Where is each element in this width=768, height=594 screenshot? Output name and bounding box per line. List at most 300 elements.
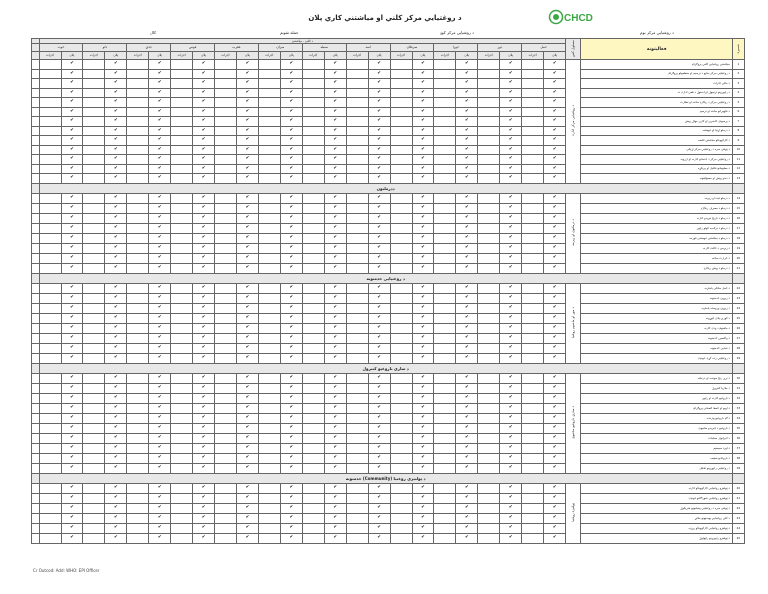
plan-cell[interactable] [61,263,83,273]
done-cell[interactable] [171,303,193,313]
plan-cell[interactable] [456,233,478,243]
plan-cell[interactable] [280,145,302,155]
done-cell[interactable] [522,117,544,127]
done-cell[interactable] [39,98,61,108]
done-cell[interactable] [258,60,280,70]
done-cell[interactable] [302,413,324,423]
plan-cell[interactable] [280,393,302,403]
done-cell[interactable] [434,107,456,117]
done-cell[interactable] [258,503,280,513]
plan-cell[interactable] [105,423,127,433]
plan-cell[interactable] [324,523,346,533]
done-cell[interactable] [522,174,544,184]
done-cell[interactable] [434,333,456,343]
plan-cell[interactable] [193,126,215,136]
plan-cell[interactable] [324,283,346,293]
activity-cell[interactable]: د مالي اجرات [581,79,732,89]
done-cell[interactable] [83,403,105,413]
plan-cell[interactable] [61,126,83,136]
done-cell[interactable] [215,323,237,333]
done-cell[interactable] [83,60,105,70]
activity-cell[interactable]: د کارکوونکو مياشتنۍ جلسه [581,136,732,146]
done-cell[interactable] [434,193,456,203]
plan-cell[interactable] [149,88,171,98]
activity-cell[interactable]: د درملو ثبت او زيرمه [581,193,732,203]
plan-cell[interactable] [500,155,522,165]
done-cell[interactable] [478,223,500,233]
done-cell[interactable] [258,263,280,273]
plan-cell[interactable] [456,293,478,303]
plan-cell[interactable] [368,373,390,383]
activity-cell[interactable]: د درملو د تاريخ تېريدو څارنه [581,213,732,223]
done-cell[interactable] [39,193,61,203]
plan-cell[interactable] [193,213,215,223]
plan-cell[interactable] [368,283,390,293]
plan-cell[interactable] [456,88,478,98]
done-cell[interactable] [390,60,412,70]
plan-cell[interactable] [280,69,302,79]
done-cell[interactable] [171,145,193,155]
plan-cell[interactable] [61,423,83,433]
plan-cell[interactable] [544,203,566,213]
done-cell[interactable] [522,98,544,108]
plan-cell[interactable] [280,493,302,503]
plan-cell[interactable] [193,483,215,493]
done-cell[interactable] [258,145,280,155]
done-cell[interactable] [346,126,368,136]
done-cell[interactable] [346,353,368,363]
plan-cell[interactable] [280,60,302,70]
done-cell[interactable] [258,213,280,223]
plan-cell[interactable] [324,373,346,383]
done-cell[interactable] [127,98,149,108]
done-cell[interactable] [127,353,149,363]
done-cell[interactable] [258,69,280,79]
plan-cell[interactable] [412,323,434,333]
done-cell[interactable] [434,263,456,273]
plan-cell[interactable] [412,145,434,155]
done-cell[interactable] [83,313,105,323]
plan-cell[interactable] [456,60,478,70]
plan-cell[interactable] [105,503,127,513]
done-cell[interactable] [522,69,544,79]
done-cell[interactable] [522,213,544,223]
done-cell[interactable] [390,493,412,503]
plan-cell[interactable] [412,533,434,543]
done-cell[interactable] [39,313,61,323]
plan-cell[interactable] [105,353,127,363]
activity-cell[interactable]: د زيږون وروسته پاملرنه [581,303,732,313]
done-cell[interactable] [434,373,456,383]
done-cell[interactable] [171,443,193,453]
done-cell[interactable] [171,243,193,253]
done-cell[interactable] [127,503,149,513]
done-cell[interactable] [522,313,544,323]
done-cell[interactable] [522,283,544,293]
plan-cell[interactable] [368,164,390,174]
done-cell[interactable] [171,69,193,79]
done-cell[interactable] [522,164,544,174]
done-cell[interactable] [215,98,237,108]
done-cell[interactable] [302,523,324,533]
plan-cell[interactable] [456,213,478,223]
done-cell[interactable] [346,333,368,343]
plan-cell[interactable] [280,403,302,413]
done-cell[interactable] [215,193,237,203]
done-cell[interactable] [127,443,149,453]
done-cell[interactable] [127,533,149,543]
plan-cell[interactable] [500,69,522,79]
plan-cell[interactable] [280,423,302,433]
plan-cell[interactable] [368,88,390,98]
done-cell[interactable] [346,174,368,184]
plan-cell[interactable] [61,136,83,146]
plan-cell[interactable] [412,513,434,523]
plan-cell[interactable] [456,79,478,89]
plan-cell[interactable] [324,60,346,70]
done-cell[interactable] [346,373,368,383]
done-cell[interactable] [302,333,324,343]
plan-cell[interactable] [193,443,215,453]
plan-cell[interactable] [368,423,390,433]
done-cell[interactable] [258,88,280,98]
done-cell[interactable] [83,69,105,79]
done-cell[interactable] [215,463,237,473]
plan-cell[interactable] [193,533,215,543]
done-cell[interactable] [258,136,280,146]
done-cell[interactable] [478,523,500,533]
plan-cell[interactable] [500,303,522,313]
plan-cell[interactable] [237,433,259,443]
plan-cell[interactable] [324,343,346,353]
done-cell[interactable] [346,233,368,243]
plan-cell[interactable] [105,98,127,108]
plan-cell[interactable] [544,423,566,433]
plan-cell[interactable] [280,503,302,513]
done-cell[interactable] [522,533,544,543]
done-cell[interactable] [127,126,149,136]
done-cell[interactable] [346,88,368,98]
done-cell[interactable] [390,193,412,203]
done-cell[interactable] [302,283,324,293]
plan-cell[interactable] [237,174,259,184]
plan-cell[interactable] [324,433,346,443]
plan-cell[interactable] [105,483,127,493]
done-cell[interactable] [478,323,500,333]
done-cell[interactable] [171,117,193,127]
done-cell[interactable] [39,463,61,473]
plan-cell[interactable] [368,155,390,165]
plan-cell[interactable] [544,164,566,174]
plan-cell[interactable] [149,373,171,383]
done-cell[interactable] [215,533,237,543]
done-cell[interactable] [39,88,61,98]
done-cell[interactable] [522,60,544,70]
done-cell[interactable] [390,463,412,473]
plan-cell[interactable] [412,523,434,533]
done-cell[interactable] [390,383,412,393]
plan-cell[interactable] [193,403,215,413]
plan-cell[interactable] [544,413,566,423]
done-cell[interactable] [478,403,500,413]
plan-cell[interactable] [456,323,478,333]
done-cell[interactable] [478,164,500,174]
activity-cell[interactable]: د کلي روغتيايي پوسټونو ملاتړ [581,513,732,523]
done-cell[interactable] [171,107,193,117]
done-cell[interactable] [171,433,193,443]
done-cell[interactable] [39,155,61,165]
done-cell[interactable] [258,493,280,503]
done-cell[interactable] [83,433,105,443]
done-cell[interactable] [522,323,544,333]
done-cell[interactable] [346,155,368,165]
done-cell[interactable] [522,145,544,155]
plan-cell[interactable] [412,503,434,513]
plan-cell[interactable] [544,145,566,155]
plan-cell[interactable] [412,313,434,323]
done-cell[interactable] [258,293,280,303]
done-cell[interactable] [83,213,105,223]
done-cell[interactable] [478,463,500,473]
plan-cell[interactable] [456,503,478,513]
plan-cell[interactable] [149,533,171,543]
plan-cell[interactable] [105,403,127,413]
done-cell[interactable] [215,383,237,393]
plan-cell[interactable] [324,117,346,127]
done-cell[interactable] [390,164,412,174]
plan-cell[interactable] [149,283,171,293]
done-cell[interactable] [346,98,368,108]
plan-cell[interactable] [193,233,215,243]
done-cell[interactable] [434,493,456,503]
plan-cell[interactable] [61,483,83,493]
done-cell[interactable] [171,126,193,136]
plan-cell[interactable] [544,443,566,453]
done-cell[interactable] [39,523,61,533]
plan-cell[interactable] [149,174,171,184]
plan-cell[interactable] [193,203,215,213]
plan-cell[interactable] [280,533,302,543]
done-cell[interactable] [83,383,105,393]
plan-cell[interactable] [500,313,522,323]
done-cell[interactable] [478,513,500,523]
plan-cell[interactable] [412,223,434,233]
plan-cell[interactable] [368,263,390,273]
plan-cell[interactable] [544,243,566,253]
plan-cell[interactable] [280,155,302,165]
done-cell[interactable] [522,243,544,253]
done-cell[interactable] [390,253,412,263]
plan-cell[interactable] [324,203,346,213]
done-cell[interactable] [522,136,544,146]
plan-cell[interactable] [324,293,346,303]
plan-cell[interactable] [237,353,259,363]
done-cell[interactable] [83,493,105,503]
plan-cell[interactable] [412,403,434,413]
done-cell[interactable] [478,313,500,323]
plan-cell[interactable] [456,203,478,213]
plan-cell[interactable] [61,463,83,473]
plan-cell[interactable] [193,117,215,127]
plan-cell[interactable] [61,79,83,89]
plan-cell[interactable] [61,223,83,233]
plan-cell[interactable] [368,353,390,363]
plan-cell[interactable] [500,533,522,543]
plan-cell[interactable] [149,79,171,89]
plan-cell[interactable] [324,88,346,98]
done-cell[interactable] [478,423,500,433]
plan-cell[interactable] [412,79,434,89]
done-cell[interactable] [434,313,456,323]
done-cell[interactable] [258,233,280,243]
done-cell[interactable] [215,88,237,98]
plan-cell[interactable] [193,98,215,108]
done-cell[interactable] [478,453,500,463]
plan-cell[interactable] [193,463,215,473]
done-cell[interactable] [171,253,193,263]
plan-cell[interactable] [456,403,478,413]
done-cell[interactable] [171,193,193,203]
done-cell[interactable] [39,107,61,117]
done-cell[interactable] [127,203,149,213]
plan-cell[interactable] [412,136,434,146]
done-cell[interactable] [390,145,412,155]
done-cell[interactable] [127,136,149,146]
done-cell[interactable] [258,203,280,213]
plan-cell[interactable] [456,423,478,433]
plan-cell[interactable] [544,136,566,146]
done-cell[interactable] [215,117,237,127]
done-cell[interactable] [83,333,105,343]
plan-cell[interactable] [368,403,390,413]
plan-cell[interactable] [280,213,302,223]
done-cell[interactable] [522,493,544,503]
plan-cell[interactable] [105,293,127,303]
done-cell[interactable] [478,117,500,127]
plan-cell[interactable] [324,323,346,333]
plan-cell[interactable] [61,343,83,353]
plan-cell[interactable] [193,503,215,513]
done-cell[interactable] [522,373,544,383]
done-cell[interactable] [127,313,149,323]
done-cell[interactable] [346,303,368,313]
plan-cell[interactable] [149,126,171,136]
done-cell[interactable] [522,353,544,363]
done-cell[interactable] [258,79,280,89]
done-cell[interactable] [39,323,61,333]
plan-cell[interactable] [500,503,522,513]
plan-cell[interactable] [237,383,259,393]
done-cell[interactable] [39,79,61,89]
plan-cell[interactable] [237,343,259,353]
plan-cell[interactable] [61,107,83,117]
done-cell[interactable] [171,413,193,423]
plan-cell[interactable] [368,193,390,203]
done-cell[interactable] [127,88,149,98]
plan-cell[interactable] [412,483,434,493]
plan-cell[interactable] [324,313,346,323]
plan-cell[interactable] [412,343,434,353]
done-cell[interactable] [215,483,237,493]
plan-cell[interactable] [105,145,127,155]
plan-cell[interactable] [412,174,434,184]
done-cell[interactable] [434,79,456,89]
plan-cell[interactable] [456,373,478,383]
done-cell[interactable] [390,69,412,79]
done-cell[interactable] [346,423,368,433]
plan-cell[interactable] [280,513,302,523]
plan-cell[interactable] [412,243,434,253]
plan-cell[interactable] [193,283,215,293]
done-cell[interactable] [258,513,280,523]
done-cell[interactable] [39,453,61,463]
done-cell[interactable] [127,243,149,253]
done-cell[interactable] [522,333,544,343]
done-cell[interactable] [171,423,193,433]
plan-cell[interactable] [544,107,566,117]
plan-cell[interactable] [61,533,83,543]
done-cell[interactable] [346,463,368,473]
plan-cell[interactable] [544,463,566,473]
done-cell[interactable] [346,503,368,513]
done-cell[interactable] [346,117,368,127]
plan-cell[interactable] [500,453,522,463]
done-cell[interactable] [83,293,105,303]
done-cell[interactable] [478,136,500,146]
done-cell[interactable] [434,283,456,293]
done-cell[interactable] [215,353,237,363]
plan-cell[interactable] [280,117,302,127]
plan-cell[interactable] [500,98,522,108]
done-cell[interactable] [127,117,149,127]
plan-cell[interactable] [280,483,302,493]
done-cell[interactable] [434,443,456,453]
plan-cell[interactable] [149,433,171,443]
done-cell[interactable] [346,383,368,393]
plan-cell[interactable] [412,433,434,443]
plan-cell[interactable] [105,193,127,203]
plan-cell[interactable] [237,233,259,243]
done-cell[interactable] [83,136,105,146]
plan-cell[interactable] [368,60,390,70]
plan-cell[interactable] [456,433,478,443]
plan-cell[interactable] [500,523,522,533]
done-cell[interactable] [215,343,237,353]
plan-cell[interactable] [193,323,215,333]
plan-cell[interactable] [368,253,390,263]
done-cell[interactable] [127,79,149,89]
plan-cell[interactable] [105,383,127,393]
plan-cell[interactable] [500,126,522,136]
done-cell[interactable] [258,433,280,443]
done-cell[interactable] [302,213,324,223]
done-cell[interactable] [434,98,456,108]
done-cell[interactable] [522,293,544,303]
done-cell[interactable] [302,193,324,203]
plan-cell[interactable] [105,253,127,263]
plan-cell[interactable] [61,213,83,223]
plan-cell[interactable] [544,253,566,263]
activity-cell[interactable]: د دندو وېش او مسؤليتونه [581,174,732,184]
plan-cell[interactable] [324,79,346,89]
done-cell[interactable] [522,453,544,463]
plan-cell[interactable] [544,126,566,136]
plan-cell[interactable] [456,483,478,493]
done-cell[interactable] [127,513,149,523]
plan-cell[interactable] [105,313,127,323]
done-cell[interactable] [434,243,456,253]
plan-cell[interactable] [193,174,215,184]
